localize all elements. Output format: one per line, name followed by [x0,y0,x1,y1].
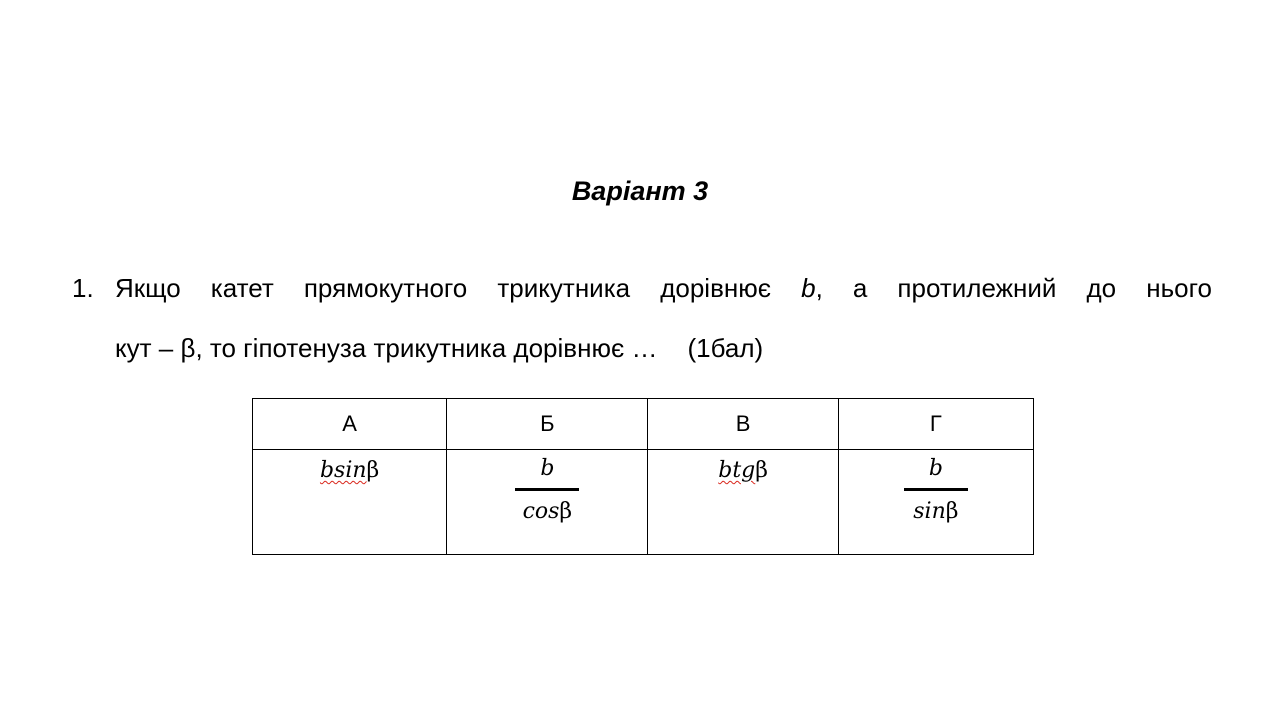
answer-table [252,398,1034,555]
variant-title: Варіант 3 [571,176,709,206]
answer-option-a [253,450,447,555]
question-word: катет [210,273,274,303]
question-word: до [1086,273,1117,303]
answer-b-numerator: b [540,456,555,481]
answer-c-beta: β [755,458,768,483]
question-points: (1бал) [687,333,764,363]
answer-header-b: Б [447,399,648,450]
question-1 [72,258,1212,378]
question-line-2 [115,318,1212,378]
answer-b-denominator [523,495,573,529]
question-number: 1. [72,273,94,303]
answer-options-row [253,450,1034,555]
answer-b-beta: β [559,499,573,524]
answer-header-c: В [648,399,838,450]
answer-a-expression: bsin [319,458,367,483]
answer-d-fraction [904,454,968,529]
answer-option-b [447,450,648,555]
answer-d-function: sin [913,499,946,524]
answer-header-row [253,399,1034,450]
answer-b-fraction [515,454,579,529]
question-word: прямокутного [303,273,468,303]
question-comma: , [815,273,823,303]
question-word: трикутника [497,273,631,303]
question-word: протилежний [897,273,1057,303]
question-word: дорівнює [660,273,772,303]
answer-d-numerator: b [928,456,943,481]
question-word: Якщо [115,273,181,303]
question-line-2-text: кут – β, то гіпотенуза трикутника дорівнює … [115,333,658,363]
question-line-1 [115,258,1212,318]
answer-header-d: Г [838,399,1033,450]
fraction-bar [515,488,579,491]
question-word: нього [1146,273,1212,303]
question-word: а [852,273,868,303]
answer-header-a: А [253,399,447,450]
answer-option-c [648,450,838,555]
question-variable: b [801,273,816,303]
answer-d-beta: β [945,499,959,524]
question-text [115,258,1212,378]
question-variable-group [801,258,823,318]
answer-a-beta: β [366,458,380,483]
fraction-bar [904,488,968,491]
answer-d-denominator [913,495,958,529]
answer-c-expression: btg [718,458,756,483]
answer-option-d [838,450,1033,555]
answer-b-function: cos [522,499,560,524]
